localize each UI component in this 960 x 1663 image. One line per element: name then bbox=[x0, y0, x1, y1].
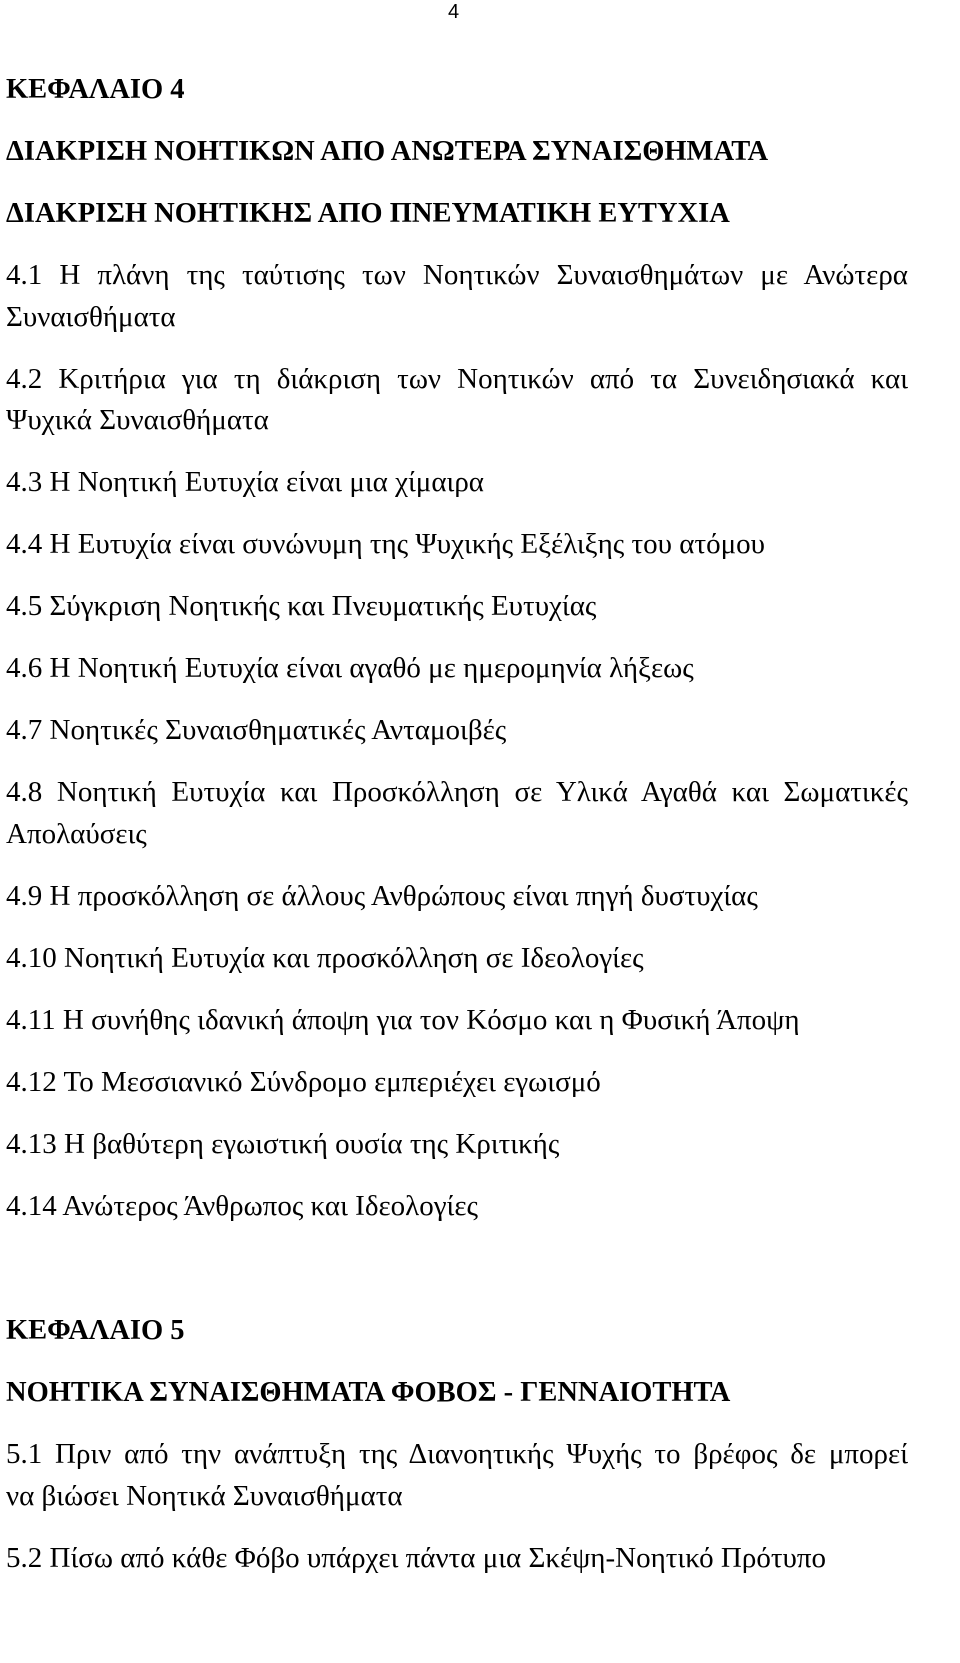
page-number: 4 bbox=[448, 1, 460, 23]
section-4-14: 4.14 Ανώτερος Άνθρωπος και Ιδεολογίες bbox=[6, 1190, 479, 1222]
section-4-12: 4.12 Το Μεσσιανικό Σύνδρομο εμπεριέχει εγωισμό bbox=[6, 1066, 601, 1098]
section-4-5: 4.5 Σύγκριση Νοητικής και Πνευματικής Ευτυχίας bbox=[6, 590, 597, 622]
section-4-11: 4.11 Η συνήθης ιδανική άποψη για τον Κόσμο και η Φυσική Άποψη bbox=[6, 1004, 800, 1036]
section-4-3: 4.3 Η Νοητική Ευτυχία είναι μια χίμαιρα bbox=[6, 466, 485, 498]
chapter-4-title-2: ΔΙΑΚΡΙΣΗ ΝΟΗΤΙΚΗΣ ΑΠΟ ΠΝΕΥΜΑΤΙΚΗ ΕΥΤΥΧΙΑ bbox=[6, 198, 730, 229]
section-4-4: 4.4 Η Ευτυχία είναι συνώνυμη της Ψυχικής Εξέλιξης του ατόμου bbox=[6, 528, 766, 560]
section-4-13: 4.13 Η βαθύτερη εγωιστική ουσία της Κριτικής bbox=[6, 1128, 560, 1160]
section-4-6: 4.6 Η Νοητική Ευτυχία είναι αγαθό με ημερομηνία λήξεως bbox=[6, 652, 694, 684]
section-5-1-line-1: 5.1 Πριν από την ανάπτυξη της Διανοητικής Ψυχής το βρέφος δε μπορεί bbox=[6, 1438, 908, 1470]
chapter-5-heading: ΚΕΦΑΛΑΙΟ 5 bbox=[6, 1315, 185, 1346]
section-4-2-line-1: 4.2 Κριτήρια για τη διάκριση των Νοητικών από τα Συνειδησιακά και bbox=[6, 363, 908, 395]
chapter-4-title-1: ΔΙΑΚΡΙΣΗ ΝΟΗΤΙΚΩΝ ΑΠΟ ΑΝΩΤΕΡΑ ΣΥΝΑΙΣΘΗΜΑΤΑ bbox=[6, 136, 769, 167]
chapter-4-heading: ΚΕΦΑΛΑΙΟ 4 bbox=[6, 74, 185, 105]
section-5-2: 5.2 Πίσω από κάθε Φόβο υπάρχει πάντα μια Σκέψη-Νοητικό Πρότυπο bbox=[6, 1542, 826, 1574]
section-4-1-line-2: Συναισθήματα bbox=[6, 301, 176, 333]
section-4-2-line-2: Ψυχικά Συναισθήματα bbox=[6, 404, 269, 436]
section-4-1-line-1: 4.1 Η πλάνη της ταύτισης των Νοητικών Συναισθημάτων με Ανώτερα bbox=[6, 259, 908, 291]
section-4-9: 4.9 Η προσκόλληση σε άλλους Ανθρώπους είναι πηγή δυστυχίας bbox=[6, 880, 758, 912]
section-4-10: 4.10 Νοητική Ευτυχία και προσκόλληση σε Ιδεολογίες bbox=[6, 942, 644, 974]
section-5-1-line-2: να βιώσει Νοητικά Συναισθήματα bbox=[6, 1480, 403, 1512]
section-4-8-line-2: Απολαύσεις bbox=[6, 818, 147, 850]
chapter-5-title: ΝΟΗΤΙΚΑ ΣΥΝΑΙΣΘΗΜΑΤΑ ΦΟΒΟΣ - ΓΕΝΝΑΙΟΤΗΤΑ bbox=[6, 1377, 731, 1408]
section-4-8-line-1: 4.8 Νοητική Ευτυχία και Προσκόλληση σε Υλικά Αγαθά και Σωματικές bbox=[6, 776, 908, 808]
section-4-7: 4.7 Νοητικές Συναισθηματικές Ανταμοιβές bbox=[6, 714, 507, 746]
